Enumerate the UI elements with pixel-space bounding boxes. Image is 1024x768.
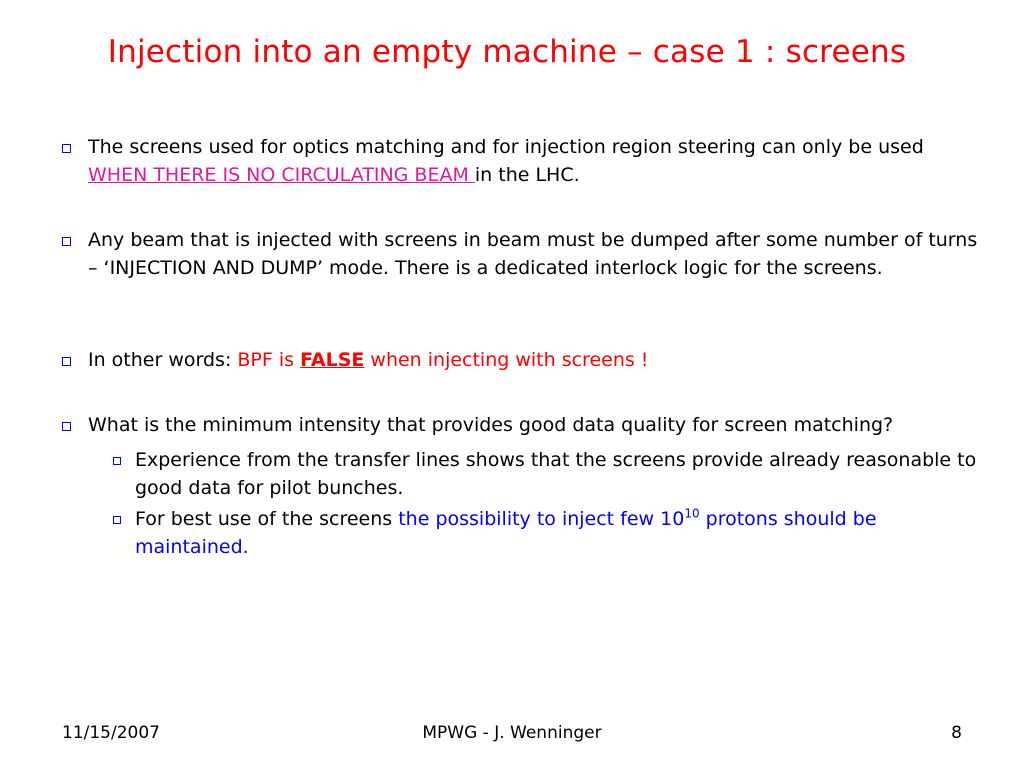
footer-date: 11/15/2007 — [62, 723, 160, 743]
no-circulating-beam-highlight: WHEN THERE IS NO CIRCULATING BEAM — [88, 164, 475, 186]
sub-bullet-1 — [113, 446, 983, 502]
footer-author: MPWG - J. Wenninger — [422, 723, 602, 743]
square-bullet-icon — [62, 422, 71, 431]
footer-page-number: 8 — [951, 723, 962, 743]
bullet-4-text: What is the minimum intensity that provides good data quality for screen matching? — [88, 414, 894, 436]
sub-bullet-2-text: For best use of the screens the possibility to inject few $10^{10}$ protons should be maintained. — [135, 506, 877, 558]
sub-bullet-1-text: Experience from the transfer lines shows that the screens provide already reasonable to good data for pilot bunches. — [135, 449, 977, 499]
sub-bullet-2 — [113, 505, 993, 561]
false-keyword: FALSE — [300, 349, 365, 371]
square-bullet-icon — [62, 144, 71, 153]
square-bullet-icon — [113, 516, 121, 524]
bullet-3-text: In other words: BPF is FALSE when injecting with screens ! — [88, 349, 649, 371]
bullet-1 — [62, 133, 982, 189]
square-bullet-icon — [62, 237, 71, 246]
bullet-2-text: Any beam that is injected with screens in beam must be dumped after some number of turns – ‘INJECTION AND DUMP’ mode. There is a dedicated interlock logic for the screens. — [88, 229, 978, 279]
bullet-4 — [62, 411, 1002, 439]
square-bullet-icon — [62, 357, 71, 366]
bullet-1-text: The screens used for optics matching and for injection region steering can only be used WHEN THERE IS NO CIRCULATING BEAM in the LHC. — [88, 136, 924, 186]
slide-title: Injection into an empty machine – case 1 : screens — [107, 34, 907, 70]
square-bullet-icon — [113, 457, 121, 465]
bullet-3 — [62, 346, 982, 374]
bullet-2 — [62, 226, 992, 282]
